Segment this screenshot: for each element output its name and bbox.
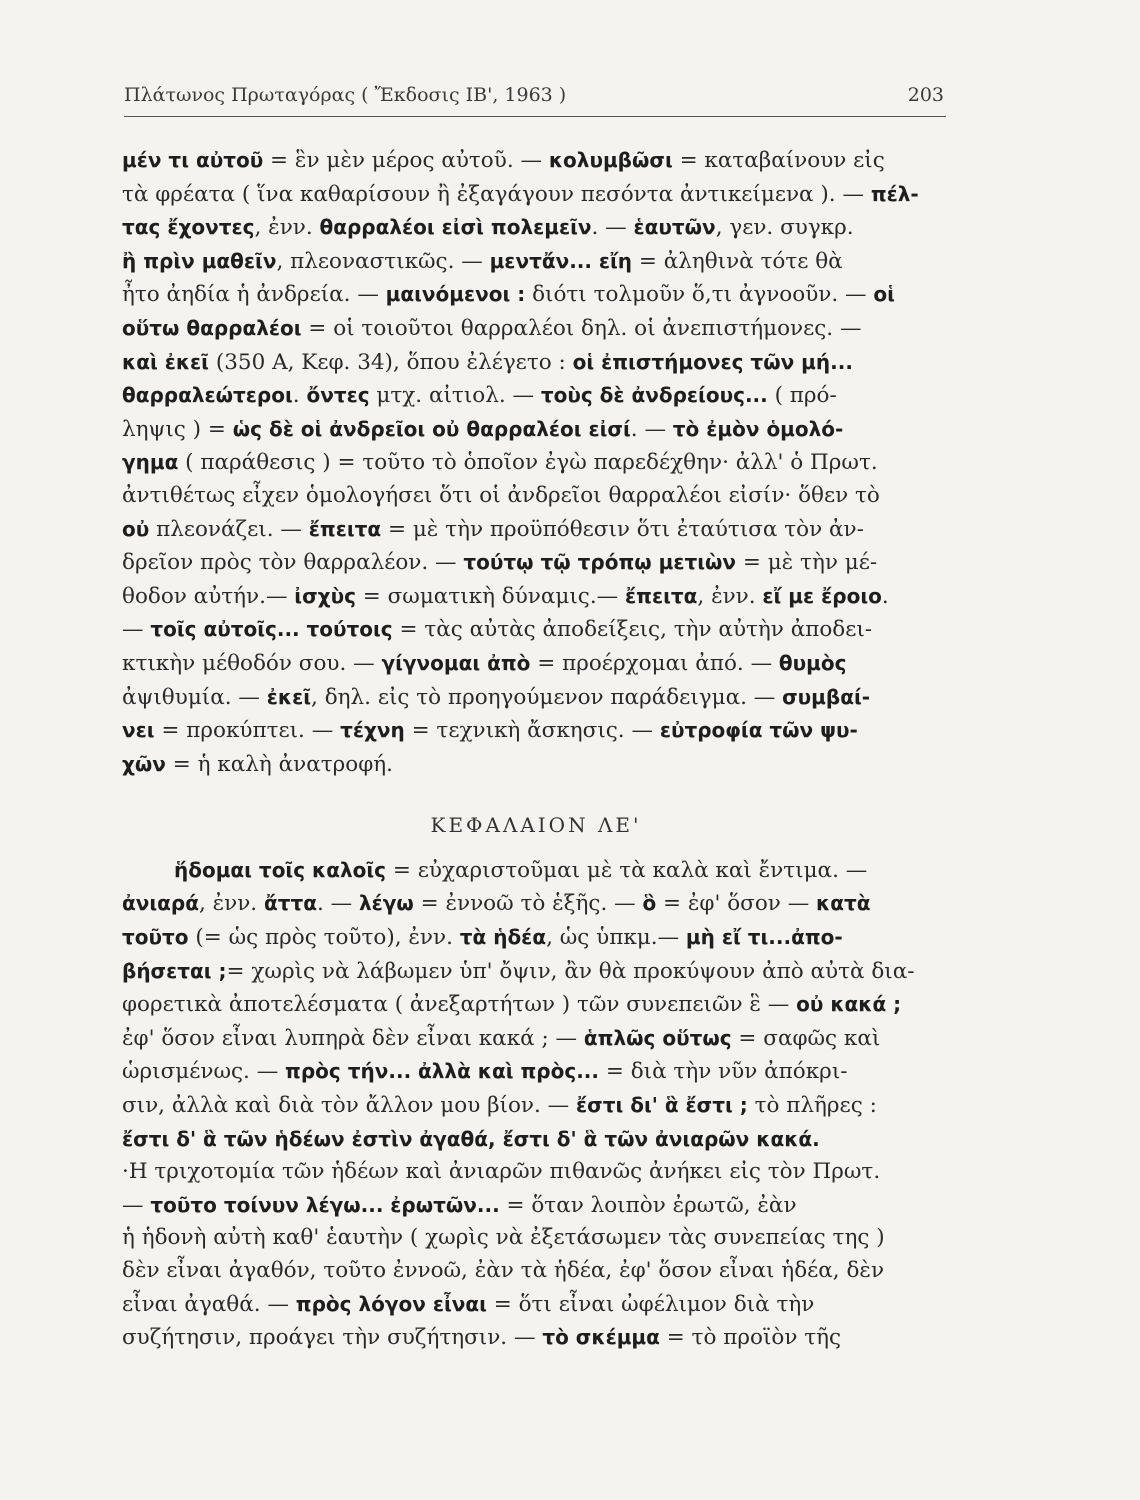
gloss-text: ( παράθεσις ) = τοῦτο τὸ ὁποῖον ἐγὼ παρεδέχθην· ἀλλ' ὁ Πρωτ. (178, 450, 878, 476)
lemma-term: τὸ σκέμμα (542, 1325, 660, 1350)
text-line (122, 1321, 950, 1355)
gloss-text: πλεονάζει. — (149, 516, 309, 542)
lemma-term: ἐκεῖ (266, 684, 312, 709)
gloss-text: = οἱ τοιοῦτοι θαρραλέοι δηλ. οἱ ἀνεπιστήμονες. — (301, 315, 862, 341)
gloss-text: ἀψιθυμία. — (122, 684, 267, 710)
text-line (122, 379, 950, 413)
lemma-term: πρὸς τήν... (285, 1059, 412, 1084)
commentary-section-b (122, 854, 950, 1355)
text-line (122, 278, 950, 312)
gloss-text: δὲν εἶναι ἀγαθόν, τοῦτο ἐννοῶ, ἐὰν τὰ ἡδέα, ἐφ' ὅσον εἶναι ἡδέα, δὲν (122, 1258, 885, 1283)
lemma-term: μέν τι αὐτοῦ (122, 148, 264, 172)
gloss-text: = μὲ τὴν προϋπόθεσιν ὅτι ἐταύτισα τὸν ἀν- (381, 516, 864, 542)
text-line (122, 988, 950, 1022)
lemma-term: γημα (122, 450, 179, 475)
lemma-term: χῶν (122, 751, 166, 776)
lemma-term: τούτῳ τῷ τρόπῳ μετιὼν (463, 550, 737, 575)
text-line (122, 446, 950, 480)
text-line (122, 1123, 950, 1157)
text-line (122, 1189, 950, 1223)
text-line (122, 748, 950, 782)
gloss-text: = ἐννοῶ τὸ ἑξῆς. — (413, 891, 643, 917)
lemma-term: ἀνιαρά (122, 891, 199, 916)
gloss-text: , ἐνν. (697, 583, 763, 609)
lemma-term: ἔστι δ' ἃ τῶν ἡδέων ἐστὶν ἀγαθά, ἔστι δ' ἃ τῶν ἀνιαρῶν κακά. (122, 1126, 820, 1151)
lemma-term: θαρραλέοι εἰσὶ πολεμεῖν (319, 215, 592, 240)
gloss-text (592, 249, 599, 274)
lemma-term: ἥδομαι τοῖς καλοῖς (174, 857, 387, 882)
lemma-term: οὐ κακά ; (796, 992, 902, 1017)
lemma-term: λέγω (359, 891, 414, 916)
lemma-term: τέχνη (340, 718, 405, 743)
text-line (122, 1288, 950, 1322)
running-header (124, 84, 944, 106)
gloss-text: (= ὡς πρὸς τοῦτο), ἐνν. (188, 925, 460, 951)
gloss-text: = καταβαίνουν εἰς (672, 148, 885, 173)
text-line (122, 178, 950, 212)
text-line (122, 312, 950, 346)
lemma-term: κατὰ (816, 891, 871, 916)
book-title: Πλάτωνος Πρωταγόρας ( Ἔκδοσις ΙΒ', 1963 ) (124, 84, 567, 106)
gloss-text: . — (316, 891, 359, 917)
gloss-text (411, 1059, 418, 1084)
text-line (122, 647, 950, 681)
lemma-term: ἢ πρὶν μαθεῖν (122, 248, 277, 273)
text-line (122, 144, 950, 178)
text-line (122, 1156, 950, 1189)
commentary-body (122, 144, 950, 1355)
text-line (122, 1022, 950, 1056)
gloss-text: ληψις ) = (122, 416, 233, 442)
lemma-term: ἑαυτῶν (633, 215, 716, 240)
gloss-text: θοδον αὐτήν.— (122, 583, 295, 609)
gloss-text: , γεν. συγκρ. (715, 215, 854, 241)
lemma-term: πρὸς λόγον εἶναι (295, 1291, 487, 1316)
lemma-term: ἀλλὰ καὶ πρὸς... (418, 1059, 600, 1084)
lemma-term: θυμὸς (778, 650, 847, 675)
gloss-text: = σαφῶς καὶ (731, 1025, 881, 1051)
text-line (122, 413, 950, 447)
lemma-term: τας ἔχοντες (122, 215, 255, 240)
gloss-text: = μὲ τὴν μέ- (736, 550, 878, 576)
lemma-term: θαρραλεώτεροι (122, 383, 293, 408)
chapter-heading: ΚΕΦΑΛΑΙΟΝ ΛΕ' (430, 813, 642, 838)
lemma-term: ἔπειτα (625, 583, 698, 608)
lemma-term: τοῦτο τοίνυν λέγω... (150, 1192, 384, 1217)
gloss-text: = σωματικὴ δύναμις.— (355, 583, 626, 609)
text-line (122, 580, 950, 614)
lemma-term: οἱ ἐπιστήμονες τῶν μή... (572, 349, 853, 374)
lemma-term: κολυμβῶσι (548, 148, 673, 172)
text-line (122, 211, 950, 245)
lemma-term: μὴ εἴ τι...ἀπο- (685, 925, 843, 950)
lemma-term: τοὺς δὲ ἀνδρείους... (540, 383, 768, 408)
text-line (122, 546, 950, 580)
gloss-text: = ἐφ' ὅσον — (656, 891, 817, 917)
text-line (122, 921, 950, 955)
lemma-term: μαινόμενοι : (385, 282, 526, 307)
gloss-text: (350 A, Κεφ. 34), ὅπου ἐλέγετο : (208, 349, 573, 375)
lemma-term: ἐρωτῶν... (390, 1192, 500, 1217)
gloss-text: συζήτησιν, προάγει τὴν συζήτησιν. — (122, 1325, 543, 1351)
lemma-term: ἰσχὺς (294, 583, 356, 608)
gloss-text: = διὰ τὴν νῦν ἀπόκρι- (599, 1059, 848, 1085)
lemma-term: ὃ (642, 891, 657, 916)
lemma-term: οὐ (122, 516, 150, 541)
lemma-term: ἔπειτα (308, 516, 382, 541)
gloss-text: = ἡ καλὴ ἀνατροφή. (165, 751, 393, 777)
lemma-term: τοῦτο (122, 925, 189, 950)
lemma-term: οὕτω θαρραλέοι (122, 315, 302, 340)
gloss-text: — (122, 617, 151, 643)
lemma-term: ὡς δὲ οἱ ἀνδρεῖοι οὐ θαρραλέοι εἰσί (232, 416, 631, 441)
gloss-text: δρεῖον πρὸς τὸν θαρραλέον. — (122, 550, 464, 576)
text-line (122, 245, 950, 279)
gloss-text: τὸ πλῆρες : (747, 1093, 877, 1119)
text-line (122, 1222, 950, 1255)
gloss-text: = ἓν μὲν μέρος αὐτοῦ. — (263, 148, 549, 173)
page-number: 203 (907, 84, 944, 106)
lemma-term: συμβαί- (782, 684, 871, 709)
text-line (122, 480, 950, 513)
gloss-text: = προκύπτει. — (154, 718, 341, 744)
lemma-term: εὐτροφία τῶν ψυ- (659, 718, 858, 743)
gloss-text: , ἐνν. (198, 891, 264, 917)
text-line (122, 714, 950, 748)
gloss-text: ( πρό- (767, 383, 837, 409)
lemma-term: εἴ με ἔροιο (762, 583, 882, 608)
gloss-text: ἀντιθέτως εἶχεν ὁμολογήσει ὅτι οἱ ἀνδρεῖοι θαρραλέοι εἰσίν· ὅθεν τὸ (122, 482, 880, 508)
gloss-text: = ὅτι εἶναι ὠφέλιμον διὰ τὴν (486, 1291, 815, 1317)
commentary-section-a (122, 144, 950, 781)
gloss-text: . — (630, 416, 673, 442)
lemma-term: ὄντες (306, 383, 370, 408)
text-line (122, 681, 950, 715)
gloss-text: = χωρὶς νὰ λάβωμεν ὑπ' ὄψιν, ἂν θὰ προκύψουν ἀπὸ αὐτὰ δια- (226, 958, 915, 984)
lemma-term: εἴη (598, 248, 633, 273)
gloss-text: τὰ φρέατα ( ἵνα καθαρίσουν ἢ ἐξαγάγουν πεσόντα ἀντικείμενα ). — (122, 181, 871, 207)
gloss-text: — (122, 1192, 151, 1218)
lemma-term: καὶ ἐκεῖ (122, 349, 209, 374)
gloss-text: = ἀληθινὰ τότε θὰ (632, 248, 843, 274)
text-line (122, 854, 950, 888)
gloss-text: διότι τολμοῦν ὅ,τι ἀγνοοῦν. — (525, 282, 874, 308)
lemma-term: τὰ ἡδέα (459, 925, 547, 950)
lemma-term: ἔστι δι' ἃ ἔστι ; (575, 1093, 748, 1118)
text-line (122, 513, 950, 547)
lemma-term: τὸ ἐμὸν ὁμολό- (672, 416, 844, 441)
gloss-text: . (881, 583, 889, 609)
gloss-text: = τὰς αὐτὰς ἀποδείξεις, τὴν αὐτὴν ἀποδει- (392, 617, 873, 643)
lemma-term: οἱ (873, 282, 895, 307)
gloss-text: ἐφ' ὅσον εἶναι λυπηρὰ δὲν εἶναι κακά ; — (122, 1025, 584, 1051)
gloss-text: = εὐχαριστοῦμαι μὲ τὰ καλὰ καὶ ἔντιμα. — (386, 857, 868, 883)
gloss-text: ὡρισμένως. — (122, 1059, 286, 1085)
gloss-text: = τὸ προϊὸν τῆς (659, 1325, 842, 1351)
lemma-term: πέλ- (870, 181, 919, 206)
gloss-text: φορετικὰ ἀποτελέσματα ( ἀνεξαρτήτων ) τῶν συνεπειῶν ἓ — (122, 992, 797, 1018)
gloss-text: σιν, ἀλλὰ καὶ διὰ τὸν ἄλλον μου βίον. — (122, 1093, 576, 1119)
gloss-text: , πλεοναστικῶς. — (276, 248, 490, 274)
gloss-text: εἶναι ἀγαθά. — (122, 1291, 296, 1317)
gloss-text: = τεχνικὴ ἄσκησις. — (404, 718, 660, 744)
gloss-text: ἡ ἡδονὴ αὐτὴ καθ' ἑαυτὴν ( χωρὶς νὰ ἐξετάσωμεν τὰς συνεπείας της ) (122, 1225, 885, 1251)
text-line (122, 1055, 950, 1089)
gloss-text: . (292, 383, 307, 409)
gloss-text: κτικὴν μέθοδόν σου. — (122, 650, 382, 676)
header-rule (124, 116, 946, 117)
gloss-text: , ἐνν. (254, 215, 320, 241)
lemma-term: ἄττα (263, 891, 317, 916)
text-line (122, 1255, 950, 1288)
text-line (122, 955, 950, 989)
gloss-text: . — (591, 215, 634, 241)
gloss-text: = ὅταν λοιπὸν ἐρωτῶ, ἐὰν (499, 1192, 797, 1218)
lemma-term: νει (122, 718, 155, 743)
gloss-text: = προέρχομαι ἀπό. — (530, 650, 779, 676)
lemma-term: μεντἄν... (489, 248, 592, 273)
gloss-text: ἦτο ἀηδία ἡ ἀνδρεία. — (122, 282, 386, 308)
text-line (122, 1089, 950, 1123)
lemma-term: γίγνομαι ἀπὸ (381, 650, 531, 675)
text-line (122, 613, 950, 647)
gloss-text (300, 617, 307, 642)
lemma-term: βήσεται ; (122, 958, 227, 983)
lemma-term: τοῖς αὐτοῖς... (150, 617, 300, 642)
text-line (122, 346, 950, 380)
gloss-text: ·Η τριχοτομία τῶν ἡδέων καὶ ἀνιαρῶν πιθανῶς ἀνήκει εἰς τὸν Πρωτ. (122, 1159, 881, 1185)
gloss-text: , δηλ. εἰς τὸ προηγούμενον παράδειγμα. — (311, 684, 783, 710)
gloss-text: μτχ. αἰτιολ. — (369, 383, 541, 409)
gloss-text: , ὡς ὑπκμ.— (546, 925, 686, 951)
text-line (122, 887, 950, 921)
lemma-term: ἁπλῶς οὕτως (583, 1025, 732, 1050)
lemma-term: τούτοις (306, 617, 393, 642)
